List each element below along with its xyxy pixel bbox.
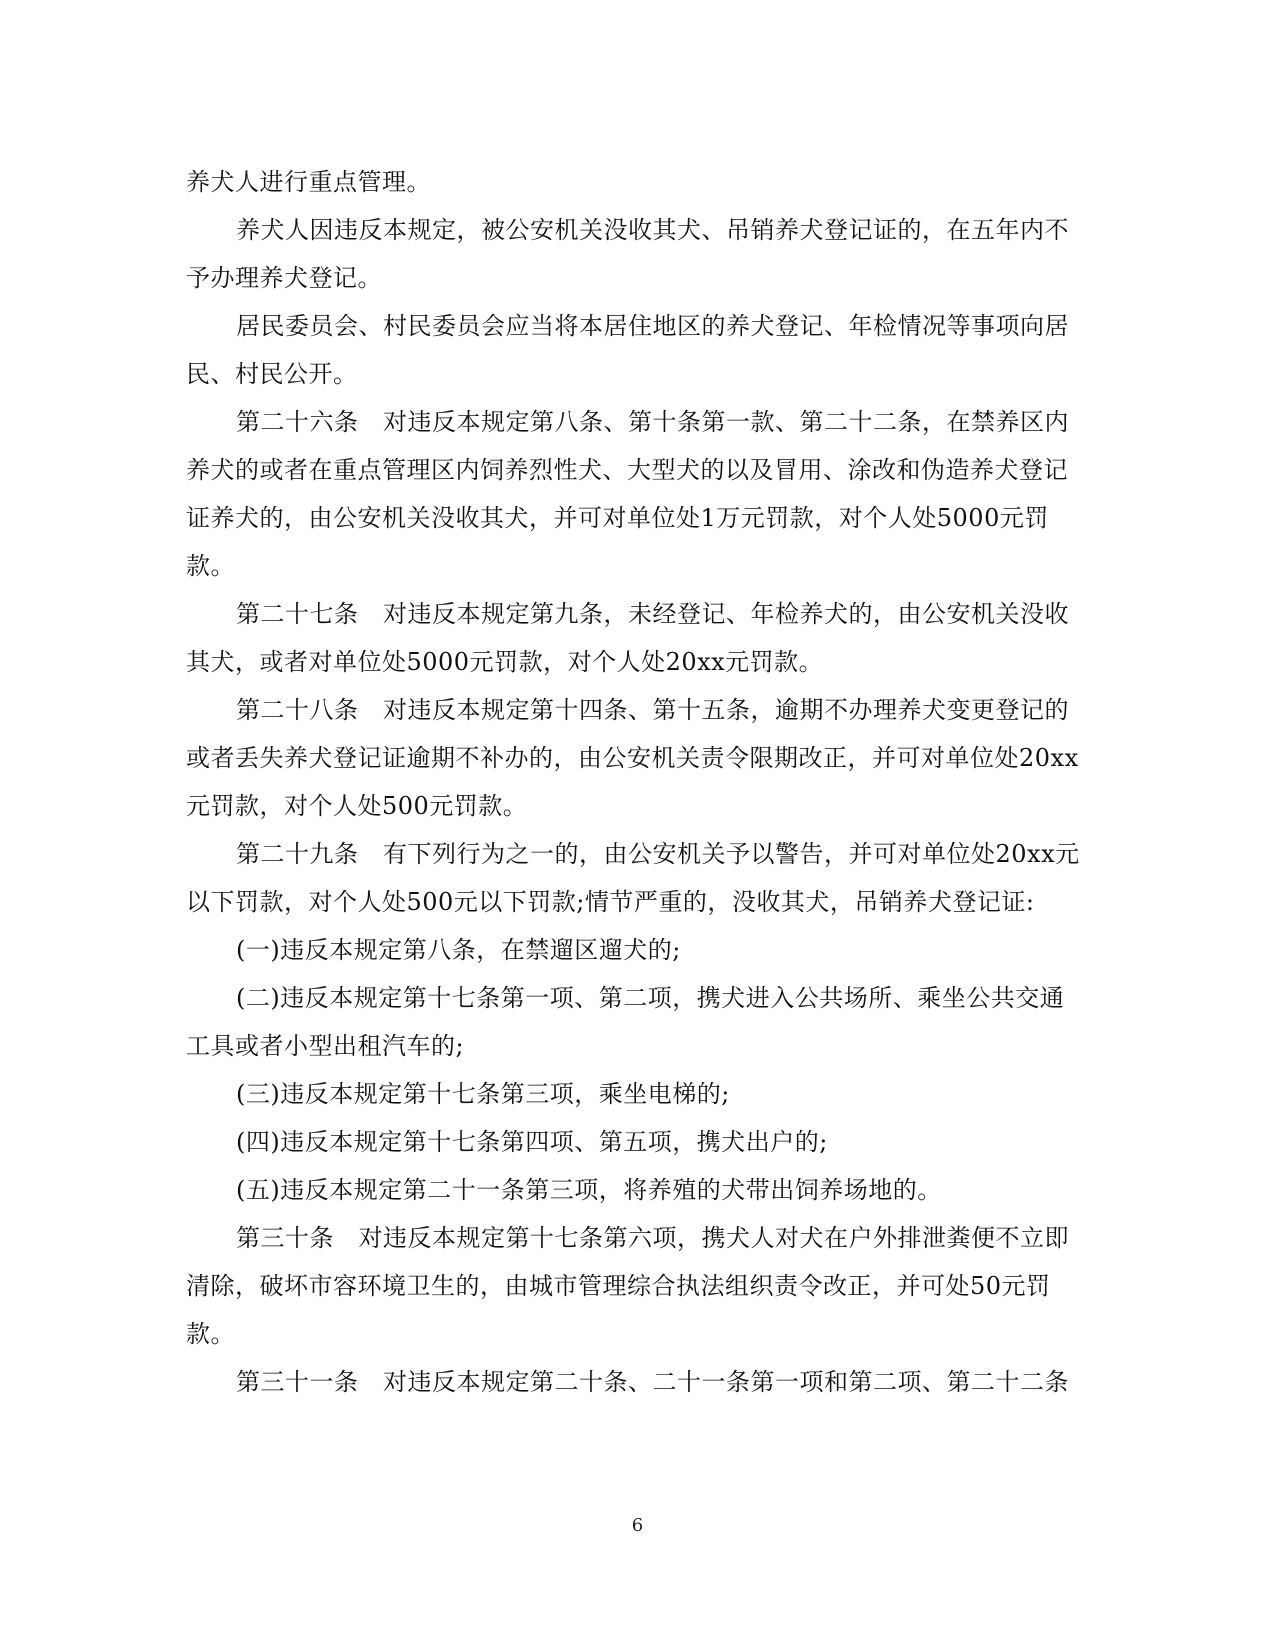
- article-28: 第二十八条 对违反本规定第十四条、第十五条，逾期不办理养犬变更登记的或者丢失养犬登记证逾期不补办的，由公安机关责令限期改正，并可对单位处20xx元罚款，对个人处500元罚款。: [186, 696, 1079, 820]
- article-29-item-2: (二)违反本规定第十七条第一项、第二项，携犬进入公共场所、乘坐公共交通工具或者小型出租汽车的;: [186, 984, 1065, 1060]
- article-31: 第三十一条 对违反本规定第二十条、二十一条第一项和第二项、第二十二条: [236, 1368, 1069, 1396]
- body-text: [186, 158, 1086, 1406]
- article-30: 第三十条 对违反本规定第十七条第六项，携犬人对犬在户外排泄粪便不立即清除，破坏市容环境卫生的，由城市管理综合执法组织责令改正，并可处50元罚款。: [186, 1224, 1069, 1348]
- article-29-item-3: (三)违反本规定第十七条第三项，乘坐电梯的;: [236, 1080, 730, 1108]
- paragraph-continuation: 养犬人进行重点管理。: [186, 168, 431, 196]
- article-29-item-1: (一)违反本规定第八条，在禁遛区遛犬的;: [236, 936, 681, 964]
- article-29-item-5: (五)违反本规定第二十一条第三项，将养殖的犬带出饲养场地的。: [236, 1176, 942, 1204]
- paragraph-committee-disclosure: 居民委员会、村民委员会应当将本居住地区的养犬登记、年检情况等事项向居民、村民公开。: [186, 312, 1069, 388]
- article-27: 第二十七条 对违反本规定第九条，未经登记、年检养犬的，由公安机关没收其犬，或者对单位处5000元罚款，对个人处20xx元罚款。: [186, 600, 1069, 676]
- page-number: 6: [631, 1515, 644, 1536]
- paragraph-revocation-rule: 养犬人因违反本规定，被公安机关没收其犬、吊销养犬登记证的，在五年内不予办理养犬登记。: [186, 216, 1069, 292]
- article-29: 第二十九条 有下列行为之一的，由公安机关予以警告，并可对单位处20xx元以下罚款，对个人处500元以下罚款;情节严重的，没收其犬，吊销养犬登记证:: [186, 840, 1080, 916]
- article-26: 第二十六条 对违反本规定第八条、第十条第一款、第二十二条，在禁养区内养犬的或者在重点管理区内饲养烈性犬、大型犬的以及冒用、涂改和伪造养犬登记证养犬的，由公安机关没收其犬，并可对单位处1万元罚款，对个人处5000元罚款。: [186, 408, 1069, 580]
- article-29-item-4: (四)违反本规定第十七条第四项、第五项，携犬出户的;: [236, 1128, 828, 1156]
